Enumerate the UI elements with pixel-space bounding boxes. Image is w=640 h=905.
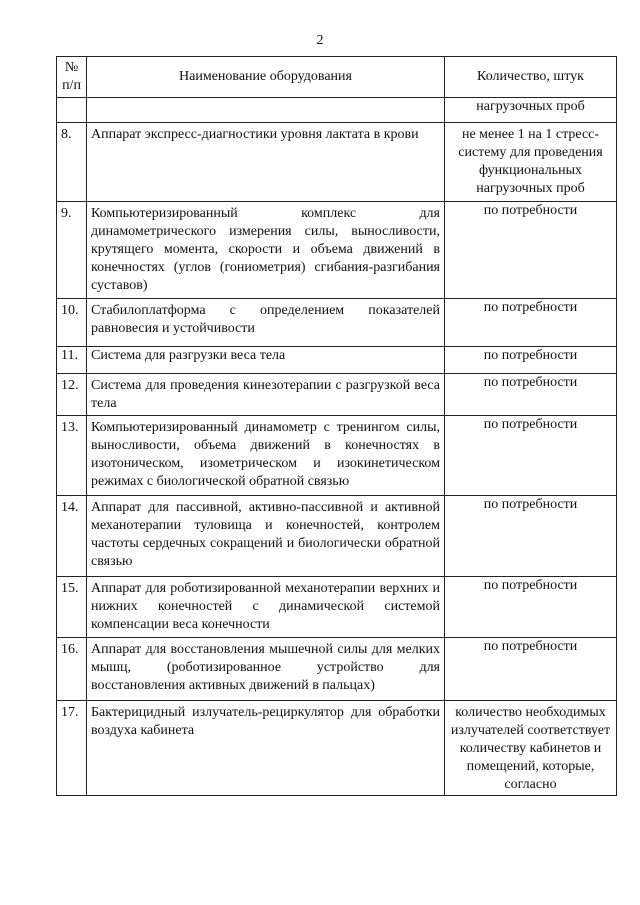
- row-num: 17.: [57, 701, 87, 796]
- table-row: [57, 123, 617, 202]
- header-qty: Количество, штук: [445, 57, 617, 98]
- row-name: Аппарат для восстановления мышечной силы для мелких мышц, (роботизированное устройство для восстановления активных движений в пальцах): [87, 638, 445, 701]
- continuation-num-cell: [57, 98, 87, 123]
- row-qty: по потребности: [445, 496, 617, 577]
- table-row: [57, 701, 617, 796]
- table-row: [57, 577, 617, 638]
- header-num-line1: №: [64, 60, 79, 75]
- continuation-qty-cell: нагрузочных проб: [445, 98, 617, 123]
- row-name: Аппарат экспресс-диагностики уровня лактата в крови: [87, 123, 445, 202]
- table-header-row: [57, 57, 617, 98]
- row-name: Аппарат для роботизированной механотерапии верхних и нижних конечностей с динамической системой компенсации веса конечности: [87, 577, 445, 638]
- row-name: Бактерицидный излучатель-рециркулятор для обработки воздуха кабинета: [87, 701, 445, 796]
- row-num: 11.: [57, 347, 87, 374]
- table-row: [57, 638, 617, 701]
- row-num: 13.: [57, 416, 87, 496]
- row-num: 16.: [57, 638, 87, 701]
- table-row: [57, 202, 617, 299]
- header-name: Наименование оборудования: [87, 57, 445, 98]
- row-num: 10.: [57, 299, 87, 347]
- row-qty: по потребности: [445, 202, 617, 299]
- header-num-line2: п/п: [62, 78, 81, 93]
- table-row: [57, 416, 617, 496]
- row-qty: по потребности: [445, 638, 617, 701]
- equipment-table: [56, 56, 617, 796]
- row-num: 9.: [57, 202, 87, 299]
- page-number: 2: [316, 33, 324, 48]
- row-qty: не менее 1 на 1 стресс-систему для проведения функциональных нагрузочных проб: [445, 123, 617, 202]
- row-name: Стабилоплатформа с определением показателей равновесия и устойчивости: [87, 299, 445, 347]
- row-name: Аппарат для пассивной, активно-пассивной и активной механотерапии туловища и конечностей, контролем частоты сердечных сокращений и биологически обратной связью: [87, 496, 445, 577]
- row-num: 8.: [57, 123, 87, 202]
- table-row-continuation: [57, 98, 617, 123]
- row-qty: по потребности: [445, 299, 617, 347]
- table-row: [57, 347, 617, 374]
- table-row: [57, 374, 617, 416]
- row-qty: по потребности: [445, 577, 617, 638]
- table-row: [57, 299, 617, 347]
- table-row: [57, 496, 617, 577]
- row-qty: по потребности: [445, 347, 617, 374]
- row-name: Система для проведения кинезотерапии с разгрузкой веса тела: [87, 374, 445, 416]
- row-qty: количество необходимых излучателей соответствует количеству кабинетов и помещений, которые, согласно: [445, 701, 617, 796]
- row-qty: по потребности: [445, 374, 617, 416]
- continuation-name-cell: [87, 98, 445, 123]
- row-num: 14.: [57, 496, 87, 577]
- row-num: 15.: [57, 577, 87, 638]
- row-num: 12.: [57, 374, 87, 416]
- row-name: Система для разгрузки веса тела: [87, 347, 445, 374]
- row-name: Компьютеризированный комплекс для динамометрического измерения силы, выносливости, крутящего момента, скорости и объема движений в конечностях (углов (гониометрия) сгибания-разгибания суставов): [87, 202, 445, 299]
- row-qty: по потребности: [445, 416, 617, 496]
- header-num: [57, 57, 87, 98]
- row-name: Компьютеризированный динамометр с тренингом силы, выносливости, объема движений в конечностях в изотоническом, изометрическом и изокинетическом режимах с биологической обратной связью: [87, 416, 445, 496]
